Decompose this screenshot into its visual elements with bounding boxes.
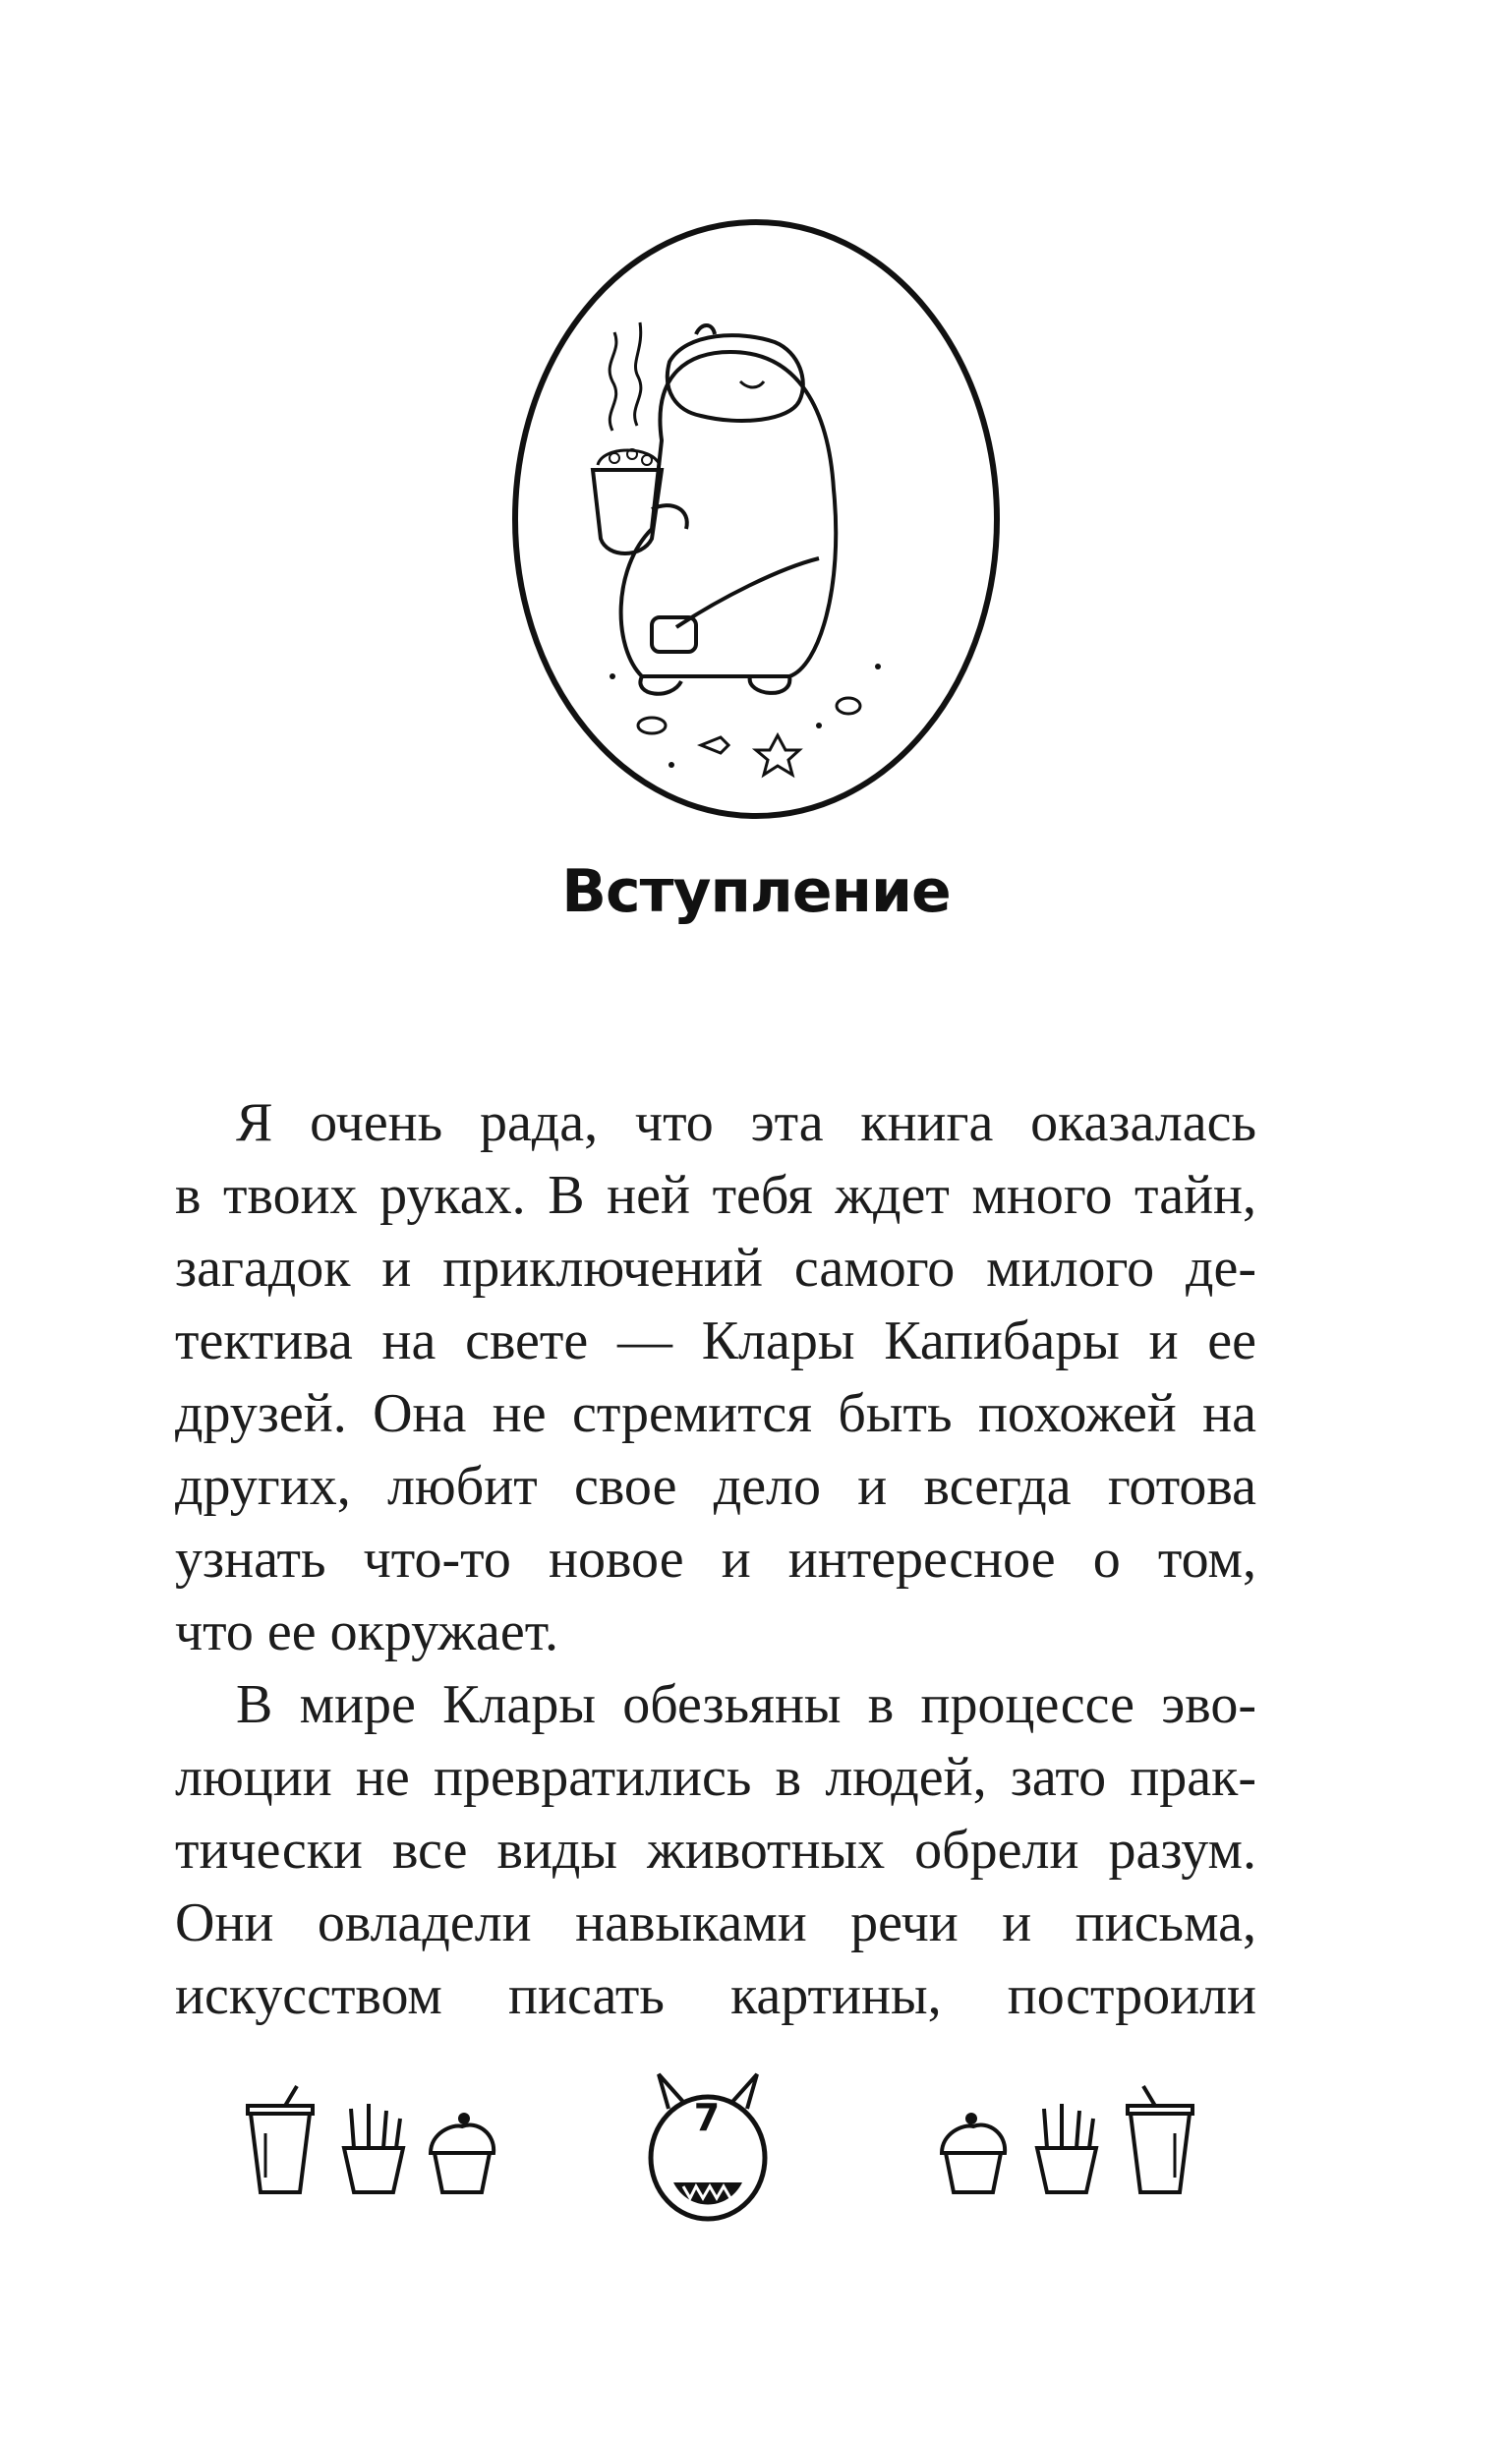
text-line: В мире Клары обезьяны в процессе эво- bbox=[236, 1674, 1256, 1735]
drink-cup-icon bbox=[1116, 2084, 1204, 2202]
chapter-illustration bbox=[504, 214, 1008, 824]
chapter-title: Вступление bbox=[561, 857, 951, 926]
capybara-oval-icon bbox=[504, 214, 1008, 824]
page-footer bbox=[0, 2064, 1512, 2241]
body-text bbox=[175, 1086, 1256, 2032]
fries-icon bbox=[329, 2099, 418, 2197]
monster-page-badge-icon bbox=[639, 2064, 777, 2237]
cupcake-icon bbox=[934, 2109, 1013, 2197]
text-line: загадок и приключений самого милого де- bbox=[175, 1238, 1256, 1299]
cupcake-icon bbox=[423, 2109, 501, 2197]
text-line: тически все виды животных обрели разум. bbox=[175, 1820, 1256, 1881]
text-line: Они овладели навыками речи и письма, bbox=[175, 1892, 1256, 1953]
text-line: других, любит свое дело и всегда готова bbox=[175, 1456, 1256, 1517]
text-line: Я очень рада, что эта книга оказалась bbox=[236, 1092, 1256, 1153]
text-line: что ее окружает. bbox=[175, 1601, 559, 1662]
text-line: друзей. Она не стремится быть похожей на bbox=[175, 1383, 1256, 1444]
text-line: тектива на свете — Клары Капибары и ее bbox=[175, 1310, 1256, 1371]
text-line: люции не превратились в людей, зато прак- bbox=[175, 1747, 1256, 1808]
text-line: искусством писать картины, построили bbox=[175, 1965, 1256, 2026]
fries-icon bbox=[1022, 2099, 1111, 2197]
page-number: 7 bbox=[693, 2096, 721, 2139]
drink-cup-icon bbox=[236, 2084, 324, 2202]
text-line: узнать что-то новое и интересное о том, bbox=[175, 1529, 1256, 1590]
text-line: в твоих руках. В ней тебя ждет много тайн, bbox=[175, 1165, 1256, 1226]
